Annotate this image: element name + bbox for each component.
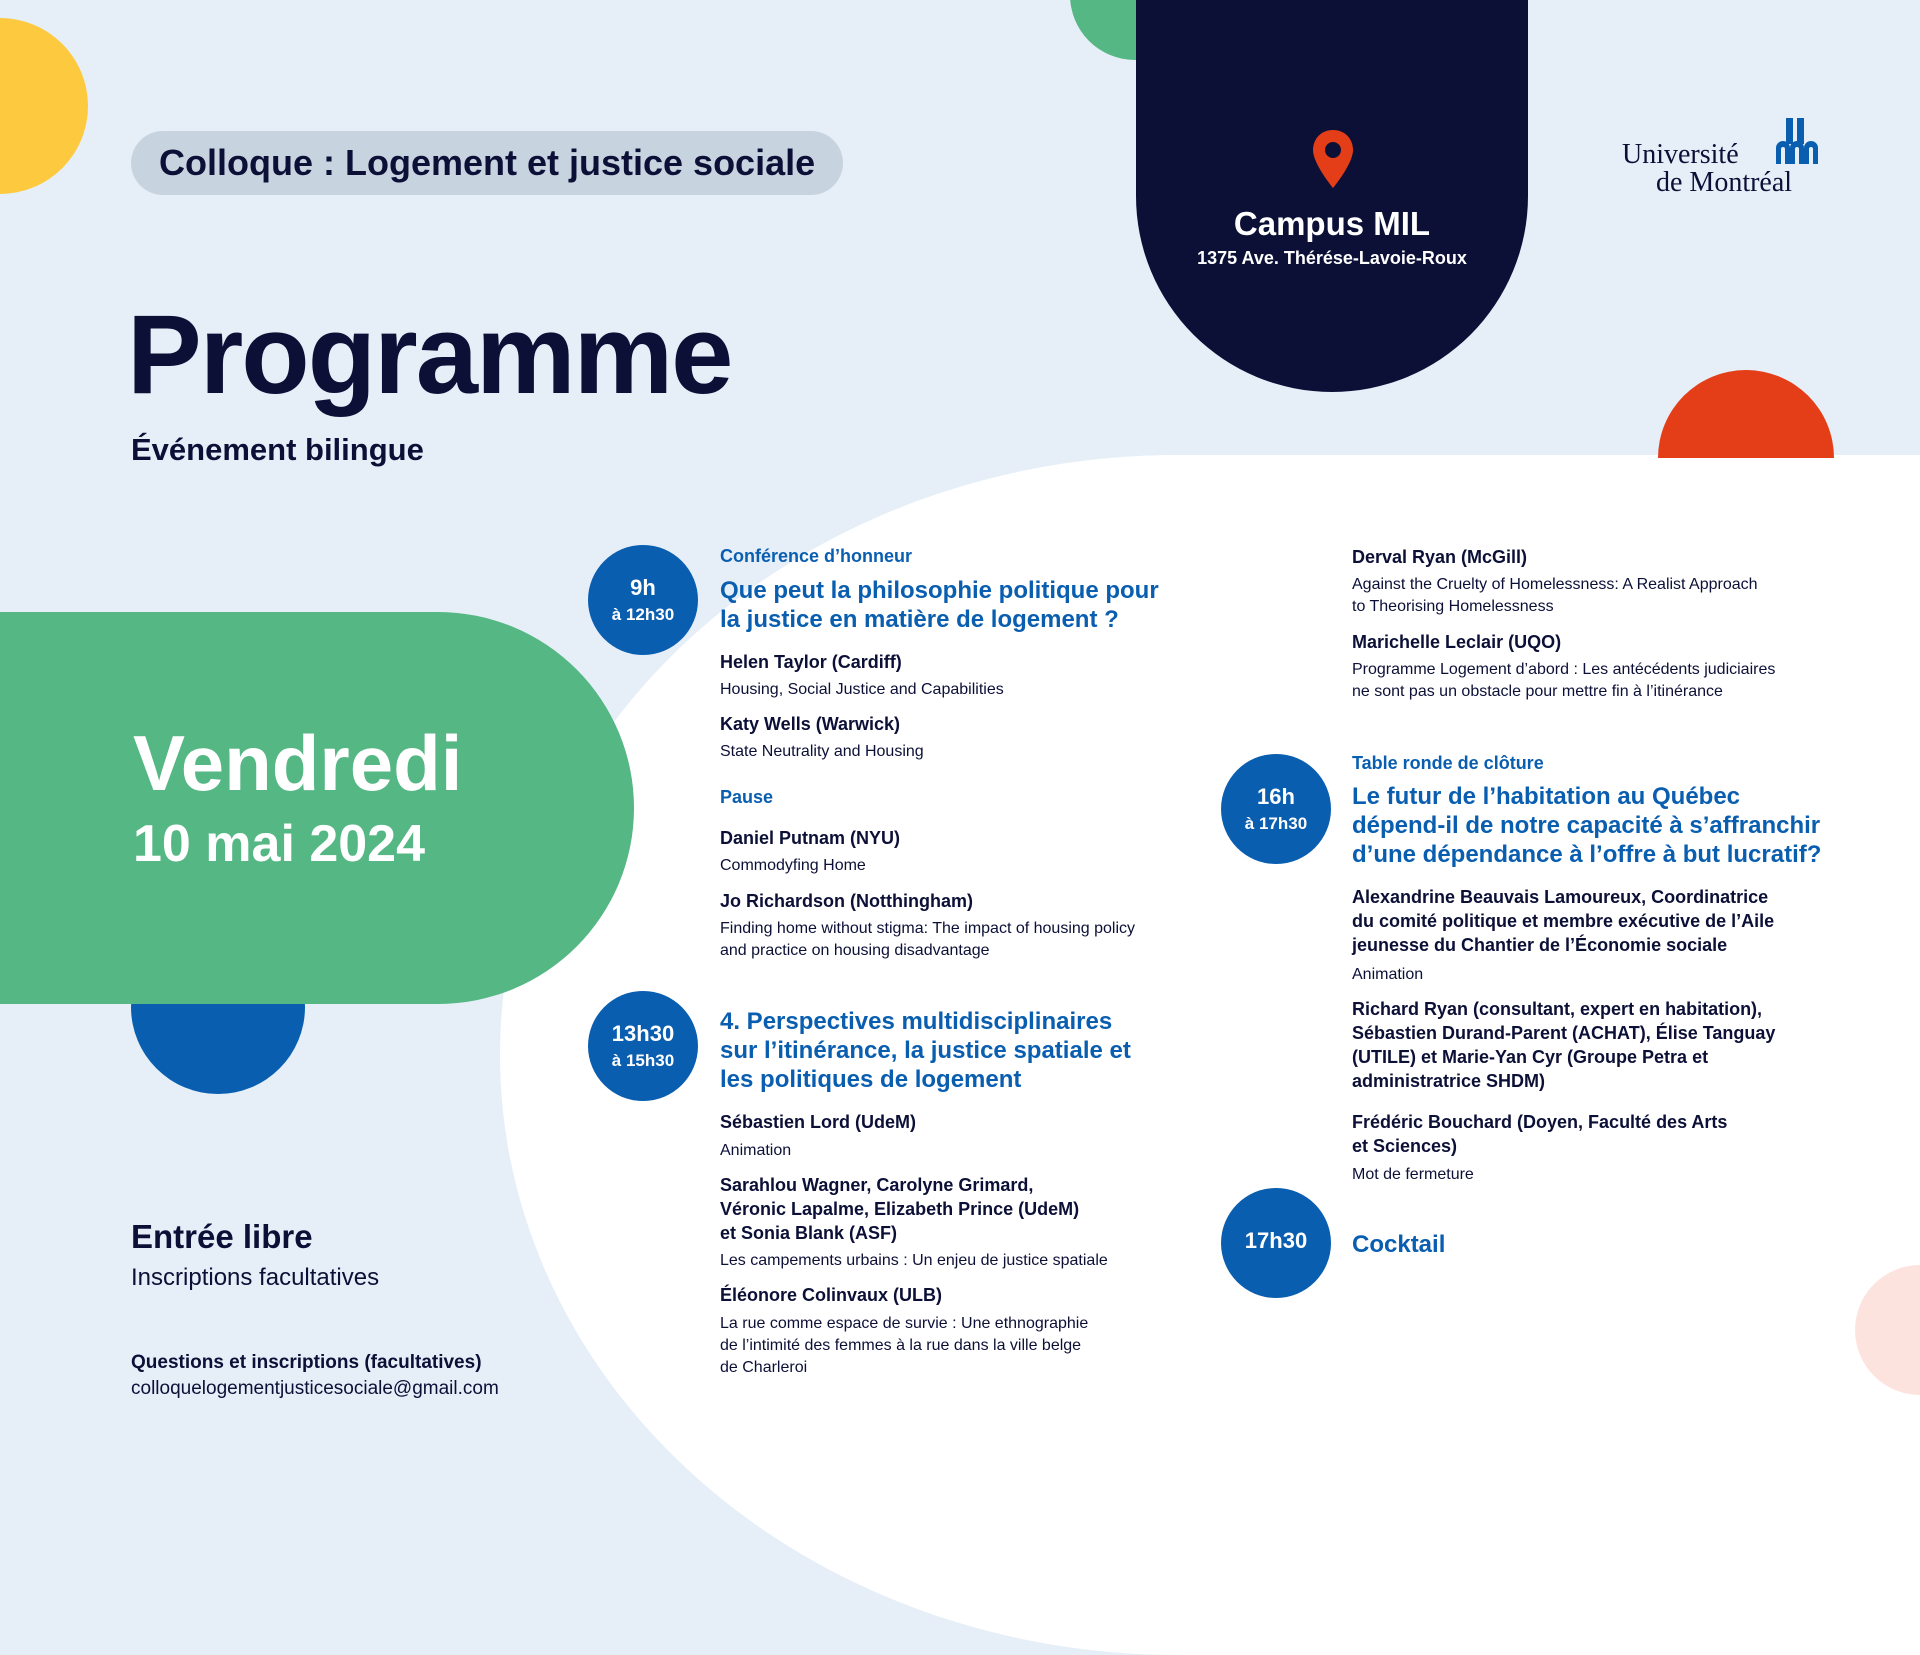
logo-line-1: Université — [1622, 139, 1739, 170]
speaker-line: administratrice SHDM) — [1352, 1071, 1546, 1091]
time-end: à 12h30 — [611, 605, 675, 624]
time-start: 16h — [1257, 784, 1295, 809]
time-end: à 15h30 — [611, 1051, 675, 1070]
session-title-line: dépend-il de notre capacité à s’affranchir — [1352, 812, 1821, 839]
venue-address: 1375 Ave. Thérése-Lavoie-Roux — [1197, 248, 1467, 268]
speaker-line: et Sciences) — [1352, 1136, 1458, 1156]
session-title — [720, 1007, 1131, 1094]
talk-title — [720, 918, 1135, 962]
speaker-line: Richard Ryan (consultant, expert en habitation), — [1352, 999, 1763, 1019]
contact-email[interactable]: colloquelogementjusticesociale@gmail.com — [131, 1378, 499, 1399]
entry-info: Entrée libre — [131, 1218, 313, 1255]
speaker-name: Éléonore Colinvaux (ULB) — [720, 1285, 943, 1305]
talk-line: de l’intimité des femmes à la rue dans la ville belge — [720, 1337, 1082, 1354]
session-title-line: d’une dépendance à l’offre à but lucratif? — [1352, 841, 1822, 868]
session-title-line: Le futur de l’habitation au Québec — [1352, 783, 1741, 810]
talk-line: Against the Cruelty of Homelessness: A Realist Approach — [1352, 576, 1758, 593]
talk-title: Mot de fermeture — [1352, 1166, 1474, 1183]
time-bubble-afternoon — [588, 991, 698, 1101]
event-day: Vendredi — [133, 719, 463, 807]
session-title-line: la justice en matière de logement ? — [720, 606, 1119, 633]
speaker-line: et Sonia Blank (ASF) — [720, 1223, 898, 1243]
talk-title: State Neutrality and Housing — [720, 743, 924, 760]
logo-line-2: de Montréal — [1656, 167, 1793, 198]
venue-panel — [1136, 0, 1528, 392]
talk-line: ne sont pas un obstacle pour mettre fin à l’itinérance — [1352, 683, 1723, 700]
speaker-name: Jo Richardson (Notthingham) — [720, 891, 973, 911]
talk-title: Les campements urbains : Un enjeu de justice spatiale — [720, 1252, 1108, 1269]
speaker-name: Marichelle Leclair (UQO) — [1352, 632, 1562, 652]
talk-line: Finding home without stigma: The impact of housing policy — [720, 920, 1136, 937]
time-start: 9h — [630, 575, 656, 600]
speaker-name — [720, 1173, 1079, 1245]
talk-line: La rue comme espace de survie : Une ethnographie — [720, 1315, 1089, 1332]
pause-label: Pause — [720, 787, 774, 807]
speaker-line: du comité politique et membre exécutive de l’Aile — [1352, 911, 1775, 931]
session-title-line: les politiques de logement — [720, 1066, 1022, 1093]
talk-line: Programme Logement d’abord : Les antécédents judiciaires — [1352, 661, 1776, 678]
time-start: 17h30 — [1244, 1228, 1308, 1253]
speaker-name: Katy Wells (Warwick) — [720, 714, 901, 734]
session-title — [720, 576, 1159, 634]
location-pin-icon — [1311, 128, 1355, 190]
questions-label: Questions et inscriptions (facultatives) — [131, 1352, 482, 1373]
entry-subtext: Inscriptions facultatives — [131, 1264, 380, 1291]
time-bubble-cocktail — [1221, 1188, 1331, 1298]
event-date: 10 mai 2024 — [133, 815, 426, 873]
time-bubble-morning — [588, 545, 698, 655]
speaker-name: Sébastien Lord (UdeM) — [720, 1112, 917, 1132]
talk-line: and practice on housing disadvantage — [720, 942, 990, 959]
talk-line: to Theorising Homelessness — [1352, 598, 1554, 615]
talk-title — [720, 1313, 1088, 1379]
page-subtitle: Événement bilingue — [131, 432, 424, 467]
udem-logo-icon — [1776, 118, 1826, 164]
time-end: à 17h30 — [1244, 814, 1308, 833]
speaker-line: Frédéric Bouchard (Doyen, Faculté des Arts — [1352, 1112, 1728, 1132]
speaker-name — [1352, 1110, 1727, 1158]
panel-mask — [1640, 458, 1860, 568]
talk-title — [1352, 574, 1758, 618]
speaker-line: Véronic Lapalme, Elizabeth Prince (UdeM) — [720, 1199, 1080, 1219]
talk-line: de Charleroi — [720, 1359, 808, 1376]
speaker-name: Helen Taylor (Cardiff) — [720, 652, 902, 672]
talk-title: Animation — [1352, 966, 1424, 983]
yellow-circle-decoration — [0, 18, 88, 194]
speaker-line: jeunesse du Chantier de l’Économie sociale — [1352, 935, 1728, 955]
section-label: Table ronde de clôture — [1352, 753, 1544, 773]
session-title-line: 4. Perspectives multidisciplinaires — [720, 1008, 1113, 1035]
speaker-line: Alexandrine Beauvais Lamoureux, Coordinatrice — [1352, 887, 1769, 907]
speaker-name: Daniel Putnam (NYU) — [720, 828, 901, 848]
page-title: Programme — [127, 292, 732, 417]
talk-title: Commodyfing Home — [720, 857, 866, 874]
speaker-line: Sébastien Durand-Parent (ACHAT), Élise Tanguay — [1352, 1023, 1776, 1043]
session-title-line: Que peut la philosophie politique pour — [720, 577, 1159, 604]
session-title — [1352, 782, 1821, 869]
speaker-line: Sarahlou Wagner, Carolyne Grimard, — [720, 1175, 1034, 1195]
speaker-line: (UTILE) et Marie-Yan Cyr (Groupe Petra et — [1352, 1047, 1709, 1067]
cocktail-label: Cocktail — [1352, 1231, 1446, 1258]
talk-title — [1352, 659, 1775, 703]
university-logo — [1600, 112, 1830, 202]
speaker-name — [1352, 997, 1775, 1093]
speaker-name: Derval Ryan (McGill) — [1352, 547, 1528, 567]
time-start: 13h30 — [611, 1021, 675, 1046]
date-panel — [0, 612, 634, 1004]
venue-name: Campus MIL — [1233, 205, 1431, 242]
time-bubble-closing — [1221, 754, 1331, 864]
event-tag: Colloque : Logement et justice sociale — [131, 131, 843, 195]
section-label: Conférence d’honneur — [720, 546, 913, 566]
talk-title: Animation — [720, 1142, 792, 1159]
session-title-line: sur l’itinérance, la justice spatiale et — [720, 1037, 1131, 1064]
speaker-name — [1352, 885, 1774, 957]
talk-title: Housing, Social Justice and Capabilities — [720, 681, 1004, 698]
